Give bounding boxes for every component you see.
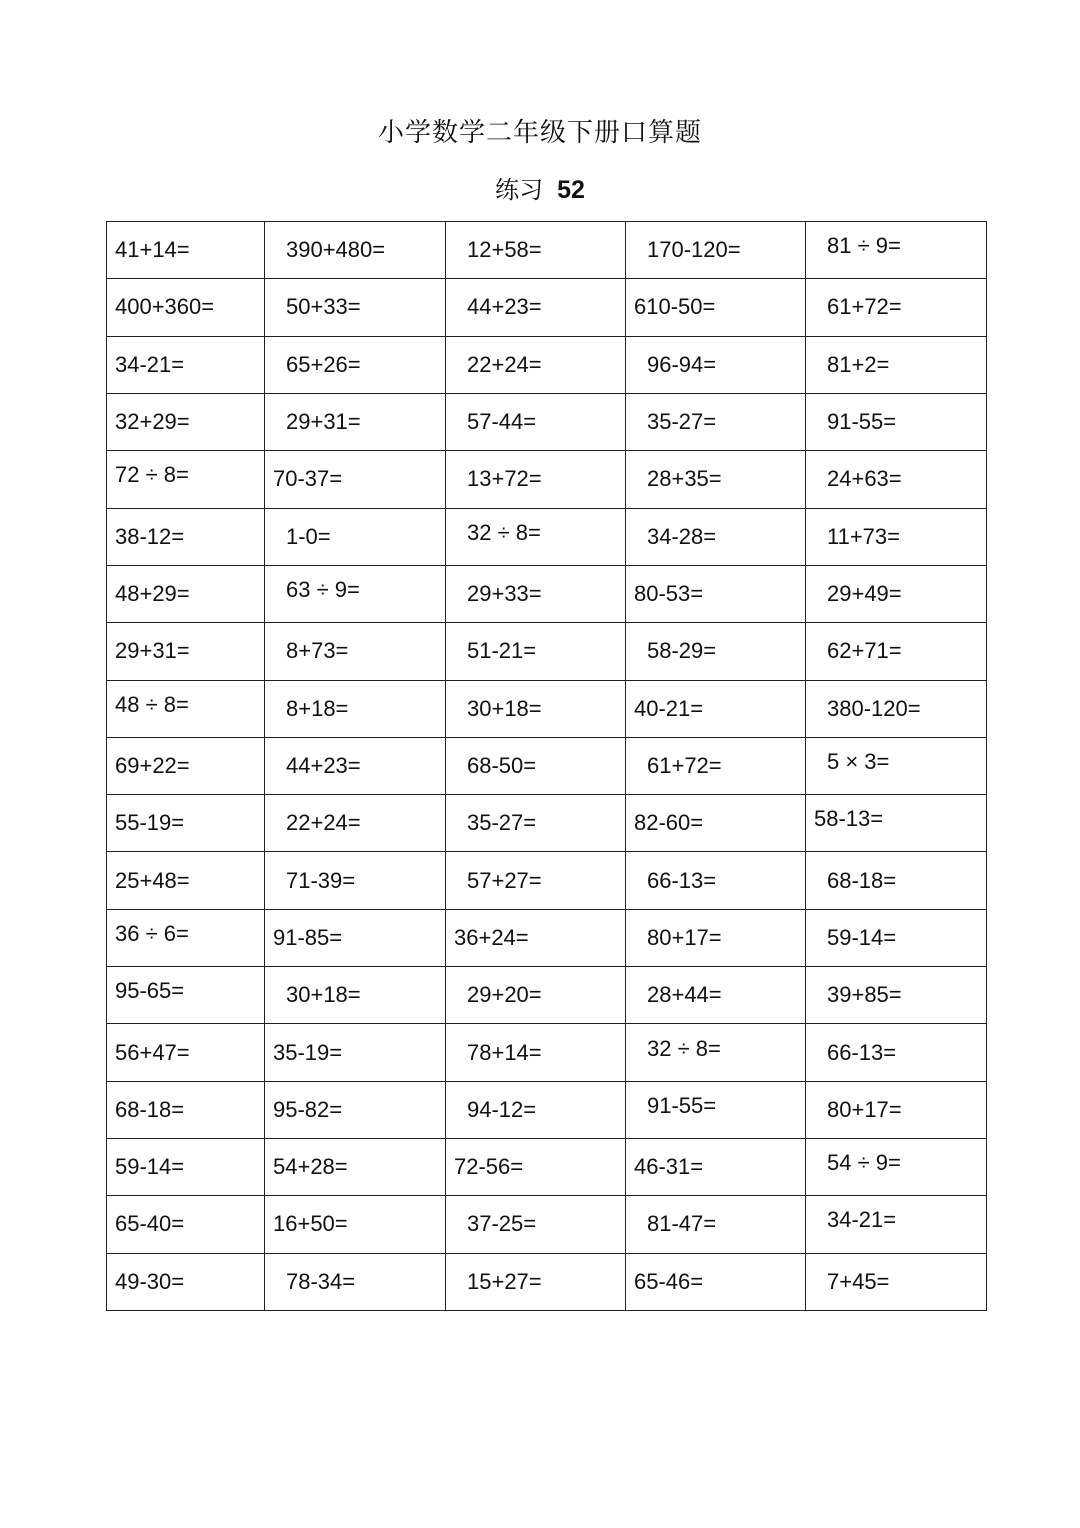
problem-text: 68-18= (115, 1096, 185, 1122)
problem-text: 32+29= (115, 409, 190, 435)
problem-text: 80-53= (634, 581, 704, 607)
problem-cell (806, 451, 987, 508)
problem-text: 57+27= (467, 867, 542, 893)
problem-text: 72 ÷ 8= (115, 462, 189, 488)
problem-text: 8+73= (286, 638, 349, 664)
problem-cell (107, 336, 265, 393)
problem-cell (107, 279, 265, 336)
table-row (107, 508, 987, 565)
problem-text: 32 ÷ 8= (467, 519, 541, 545)
problem-text: 50+33= (286, 294, 361, 320)
problem-text: 5 × 3= (827, 748, 890, 774)
problem-cell (446, 336, 626, 393)
problem-text: 81+2= (827, 351, 890, 377)
problem-text: 29+33= (467, 581, 542, 607)
problem-cell (107, 909, 265, 966)
exercise-heading (0, 170, 1080, 205)
problem-text: 29+31= (115, 638, 190, 664)
problem-cell (806, 737, 987, 794)
problem-cell (265, 967, 446, 1024)
problem-text: 13+72= (467, 466, 542, 492)
problem-cell (626, 1139, 806, 1196)
problem-cell (626, 393, 806, 450)
problem-text: 29+49= (827, 581, 902, 607)
problem-cell (806, 1081, 987, 1138)
problem-cell (626, 222, 806, 279)
problem-text: 95-65= (115, 978, 185, 1004)
problem-text: 69+22= (115, 752, 190, 778)
problem-cell (446, 1139, 626, 1196)
problem-cell (806, 1196, 987, 1253)
problem-cell (626, 1024, 806, 1081)
problem-cell (626, 795, 806, 852)
table-row (107, 279, 987, 336)
problem-cell (107, 393, 265, 450)
problem-text: 65+26= (286, 351, 361, 377)
problem-cell (626, 451, 806, 508)
problem-text: 56+47= (115, 1039, 190, 1065)
problem-text: 72-56= (454, 1154, 524, 1180)
problem-text: 65-40= (115, 1211, 185, 1237)
page-title: 小学数学二年级下册口算题 (377, 118, 702, 148)
problem-cell (626, 623, 806, 680)
problem-cell (265, 1024, 446, 1081)
problem-cell (107, 1253, 265, 1310)
problem-text: 78-34= (286, 1268, 356, 1294)
problem-cell (806, 967, 987, 1024)
problem-cell (806, 393, 987, 450)
problem-cell (446, 565, 626, 622)
problem-cell (265, 623, 446, 680)
problem-text: 61+72= (647, 752, 722, 778)
problem-cell (265, 1253, 446, 1310)
table-row (107, 1024, 987, 1081)
problem-cell (806, 1253, 987, 1310)
problem-cell (626, 336, 806, 393)
table-row (107, 451, 987, 508)
problem-cell (107, 565, 265, 622)
problem-text: 55-19= (115, 810, 185, 836)
problem-cell (107, 852, 265, 909)
problem-text: 22+24= (286, 810, 361, 836)
problem-text: 380-120= (827, 695, 921, 721)
problem-text: 70-37= (273, 466, 343, 492)
problem-cell (806, 852, 987, 909)
problem-text: 37-25= (467, 1211, 537, 1237)
problem-text: 11+73= (827, 523, 901, 549)
problem-text: 91-55= (647, 1092, 717, 1118)
table-row (107, 967, 987, 1024)
problem-text: 82-60= (634, 810, 704, 836)
problem-text: 62+71= (827, 638, 902, 664)
problem-cell (446, 279, 626, 336)
table-row (107, 1196, 987, 1253)
problem-text: 29+31= (286, 409, 361, 435)
table-row (107, 909, 987, 966)
problem-text: 91-85= (273, 924, 343, 950)
problem-cell (265, 1081, 446, 1138)
problem-text: 65-46= (634, 1268, 704, 1294)
problem-text: 28+44= (647, 982, 722, 1008)
table-row (107, 1081, 987, 1138)
problem-text: 36 ÷ 6= (115, 920, 189, 946)
problem-text: 29+20= (467, 982, 542, 1008)
problem-cell (626, 508, 806, 565)
problem-text: 49-30= (115, 1268, 185, 1294)
problem-text: 390+480= (286, 237, 386, 263)
problem-cell (265, 565, 446, 622)
problem-text: 36+24= (454, 924, 529, 950)
problem-cell (626, 737, 806, 794)
problem-text: 54+28= (273, 1154, 348, 1180)
problem-cell (265, 336, 446, 393)
problem-cell (107, 1139, 265, 1196)
problem-cell (446, 680, 626, 737)
problem-cell (107, 1024, 265, 1081)
problem-text: 30+18= (467, 695, 542, 721)
table-row (107, 336, 987, 393)
table-row (107, 737, 987, 794)
problem-text: 81 ÷ 9= (827, 233, 901, 259)
problem-cell (446, 909, 626, 966)
problem-cell (265, 451, 446, 508)
problem-text: 400+360= (115, 294, 215, 320)
problem-text: 66-13= (827, 1039, 897, 1065)
problem-text: 35-27= (467, 810, 537, 836)
problem-text: 25+48= (115, 867, 190, 893)
problem-text: 16+50= (273, 1211, 348, 1237)
problem-text: 59-14= (827, 924, 897, 950)
problem-text: 15+27= (467, 1268, 542, 1294)
problem-cell (107, 222, 265, 279)
problem-cell (626, 1081, 806, 1138)
table-row (107, 393, 987, 450)
problem-cell (446, 737, 626, 794)
problem-text: 51-21= (467, 638, 537, 664)
problem-cell (446, 967, 626, 1024)
problem-cell (806, 336, 987, 393)
problem-text: 30+18= (286, 982, 361, 1008)
problem-cell (626, 279, 806, 336)
problem-cell (626, 909, 806, 966)
problem-text: 48+29= (115, 581, 190, 607)
problem-cell (806, 680, 987, 737)
problem-text: 28+35= (647, 466, 722, 492)
problem-text: 48 ÷ 8= (115, 691, 189, 717)
table-row (107, 222, 987, 279)
problem-text: 58-13= (814, 806, 884, 832)
problem-cell (265, 737, 446, 794)
problem-text: 44+23= (286, 752, 361, 778)
problem-cell (626, 1253, 806, 1310)
problem-text: 80+17= (827, 1096, 902, 1122)
problem-text: 35-19= (273, 1039, 343, 1065)
table-row (107, 795, 987, 852)
problem-cell (265, 393, 446, 450)
problem-text: 44+23= (467, 294, 542, 320)
problem-cell (107, 1196, 265, 1253)
problem-cell (107, 737, 265, 794)
problem-cell (107, 795, 265, 852)
problem-cell (446, 795, 626, 852)
problem-text: 80+17= (647, 924, 722, 950)
problem-table (106, 221, 987, 1311)
problem-text: 63 ÷ 9= (286, 577, 360, 603)
problem-cell (806, 279, 987, 336)
problem-cell (265, 795, 446, 852)
problem-text: 78+14= (467, 1039, 542, 1065)
problem-cell (626, 852, 806, 909)
problem-text: 46-31= (634, 1154, 704, 1180)
problem-cell (265, 852, 446, 909)
problem-cell (265, 1196, 446, 1253)
problem-text: 24+63= (827, 466, 902, 492)
problem-cell (107, 680, 265, 737)
problem-cell (806, 1139, 987, 1196)
table-row (107, 852, 987, 909)
table-row (107, 623, 987, 680)
problem-text: 34-21= (115, 351, 185, 377)
problem-text: 170-120= (647, 237, 741, 263)
table-row (107, 565, 987, 622)
problem-cell (806, 909, 987, 966)
problem-text: 32 ÷ 8= (647, 1035, 721, 1061)
problem-cell (626, 565, 806, 622)
problem-text: 57-44= (467, 409, 537, 435)
problem-text: 66-13= (647, 867, 717, 893)
problem-cell (806, 795, 987, 852)
problem-text: 1-0= (286, 523, 331, 549)
problem-text: 91-55= (827, 409, 897, 435)
problem-cell (107, 623, 265, 680)
table-row (107, 680, 987, 737)
problem-text: 61+72= (827, 294, 902, 320)
problem-cell (626, 680, 806, 737)
problem-cell (446, 1253, 626, 1310)
problem-text: 38-12= (115, 523, 185, 549)
problem-text: 81-47= (647, 1211, 717, 1237)
problem-cell (806, 565, 987, 622)
problem-cell (446, 222, 626, 279)
problem-cell (265, 279, 446, 336)
problem-table-body (107, 222, 987, 1311)
problem-cell (446, 508, 626, 565)
exercise-number: 52 (557, 176, 585, 204)
problem-text: 7+45= (827, 1268, 890, 1294)
problem-text: 59-14= (115, 1154, 185, 1180)
problem-text: 95-82= (273, 1096, 343, 1122)
problem-text: 68-18= (827, 867, 897, 893)
problem-text: 610-50= (634, 294, 716, 320)
problem-cell (265, 1139, 446, 1196)
exercise-label: 练习 (495, 176, 544, 204)
table-row (107, 1139, 987, 1196)
problem-cell (446, 451, 626, 508)
problem-cell (446, 393, 626, 450)
problem-cell (107, 451, 265, 508)
problem-cell (265, 909, 446, 966)
problem-text: 94-12= (467, 1096, 537, 1122)
problem-cell (265, 680, 446, 737)
problem-cell (446, 1081, 626, 1138)
problem-cell (107, 508, 265, 565)
problem-cell (806, 222, 987, 279)
problem-cell (806, 623, 987, 680)
problem-cell (626, 967, 806, 1024)
problem-text: 22+24= (467, 351, 542, 377)
problem-cell (626, 1196, 806, 1253)
problem-cell (446, 1196, 626, 1253)
problem-text: 71-39= (286, 867, 356, 893)
problem-cell (806, 1024, 987, 1081)
problem-text: 58-29= (647, 638, 717, 664)
problem-text: 34-28= (647, 523, 717, 549)
problem-cell (265, 222, 446, 279)
problem-cell (446, 623, 626, 680)
problem-cell (806, 508, 987, 565)
table-row (107, 1253, 987, 1310)
problem-cell (265, 508, 446, 565)
problem-text: 41+14= (115, 237, 190, 263)
problem-text: 12+58= (467, 237, 542, 263)
problem-cell (107, 1081, 265, 1138)
problem-text: 54 ÷ 9= (827, 1150, 901, 1176)
problem-text: 68-50= (467, 752, 537, 778)
problem-cell (446, 1024, 626, 1081)
problem-cell (107, 967, 265, 1024)
problem-cell (446, 852, 626, 909)
problem-text: 96-94= (647, 351, 717, 377)
problem-text: 35-27= (647, 409, 717, 435)
problem-text: 34-21= (827, 1207, 897, 1233)
problem-text: 39+85= (827, 982, 902, 1008)
problem-text: 8+18= (286, 695, 349, 721)
problem-text: 40-21= (634, 695, 704, 721)
